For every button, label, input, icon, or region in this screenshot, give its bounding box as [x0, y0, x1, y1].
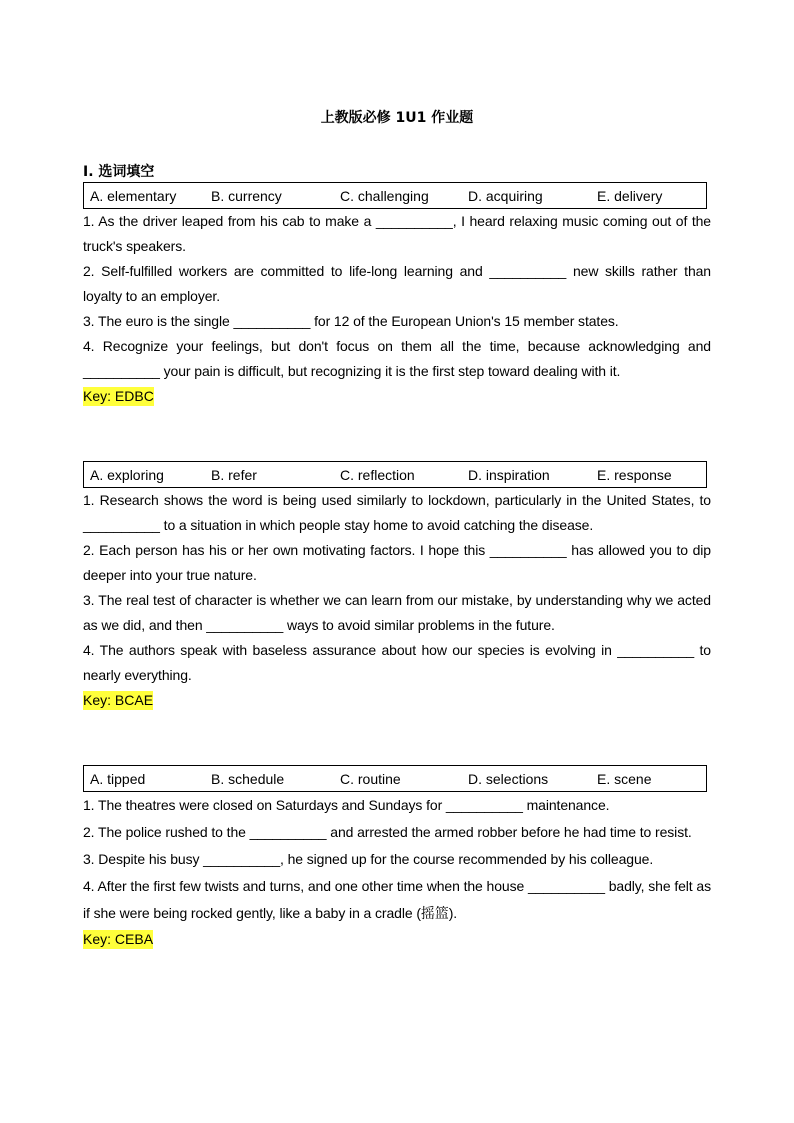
question: 4. The authors speak with baseless assurance about how our species is evolving in __________ to nearly everything. [83, 642, 711, 683]
word-option: C. routine [340, 771, 401, 787]
question: 1. Research shows the word is being used similarly to lockdown, particularly in the United States, to __________ to a situation in which people stay home to avoid catching the disease. [83, 492, 711, 533]
word-option: A. exploring [90, 467, 164, 483]
word-option: E. delivery [597, 188, 663, 204]
question: 3. Despite his busy __________, he signed up for the course recommended by his colleague. [83, 851, 654, 867]
question: 2. The police rushed to the __________ and arrested the armed robber before he had time to resist. [83, 824, 692, 840]
exercise-group-3 [83, 765, 711, 949]
word-option: C. reflection [340, 467, 415, 483]
word-option: E. scene [597, 771, 652, 787]
question: 1. The theatres were closed on Saturdays and Sundays for __________ maintenance. [83, 797, 610, 813]
question: 3. The euro is the single __________ for 12 of the European Union's 15 member states. [83, 313, 619, 329]
word-option: B. schedule [211, 771, 285, 787]
exercise-group-2 [83, 461, 711, 710]
word-option: D. selections [468, 771, 549, 787]
question: 2. Self-fulfilled workers are committed to life-long learning and __________ new skills rather than loyalty to an employer. [83, 263, 711, 304]
question: 4. After the first few twists and turns, and one other time when the house __________ badly, she felt as if she were being rocked gently, like a baby in a cradle (摇篮). [83, 878, 711, 921]
word-bank-box [83, 765, 707, 792]
word-option: D. acquiring [468, 188, 543, 204]
question: 1. As the driver leaped from his cab to make a __________, I heard relaxing music coming out of the truck's speakers. [83, 213, 711, 254]
word-option: B. refer [211, 467, 257, 483]
answer-key: Key: EDBC [83, 388, 154, 404]
page-title: 上教版必修 1U1 作业题 [320, 110, 474, 126]
word-option: D. inspiration [468, 467, 550, 483]
answer-key: Key: CEBA [83, 931, 154, 947]
word-option: A. elementary [90, 188, 177, 204]
question: 3. The real test of character is whether we can learn from our mistake, by understanding why we acted as we did, and then __________ ways to avoid similar problems in the future. [83, 592, 711, 633]
word-option: E. response [597, 467, 672, 483]
word-bank-box [83, 182, 707, 209]
word-option: C. challenging [340, 188, 429, 204]
exercise-group-1 [83, 182, 711, 406]
word-bank-box [83, 461, 707, 488]
answer-key: Key: BCAE [83, 692, 154, 708]
word-option: B. currency [211, 188, 282, 204]
word-option: A. tipped [90, 771, 146, 787]
question: 2. Each person has his or her own motivating factors. I hope this __________ has allowed you to dip deeper into your true nature. [83, 542, 711, 583]
question: 4. Recognize your feelings, but don't focus on them all the time, because acknowledging and __________ your pain is difficult, but recognizing it is the first step toward dealing with it. [83, 338, 711, 379]
section-title: I. 选词填空 [83, 164, 155, 180]
